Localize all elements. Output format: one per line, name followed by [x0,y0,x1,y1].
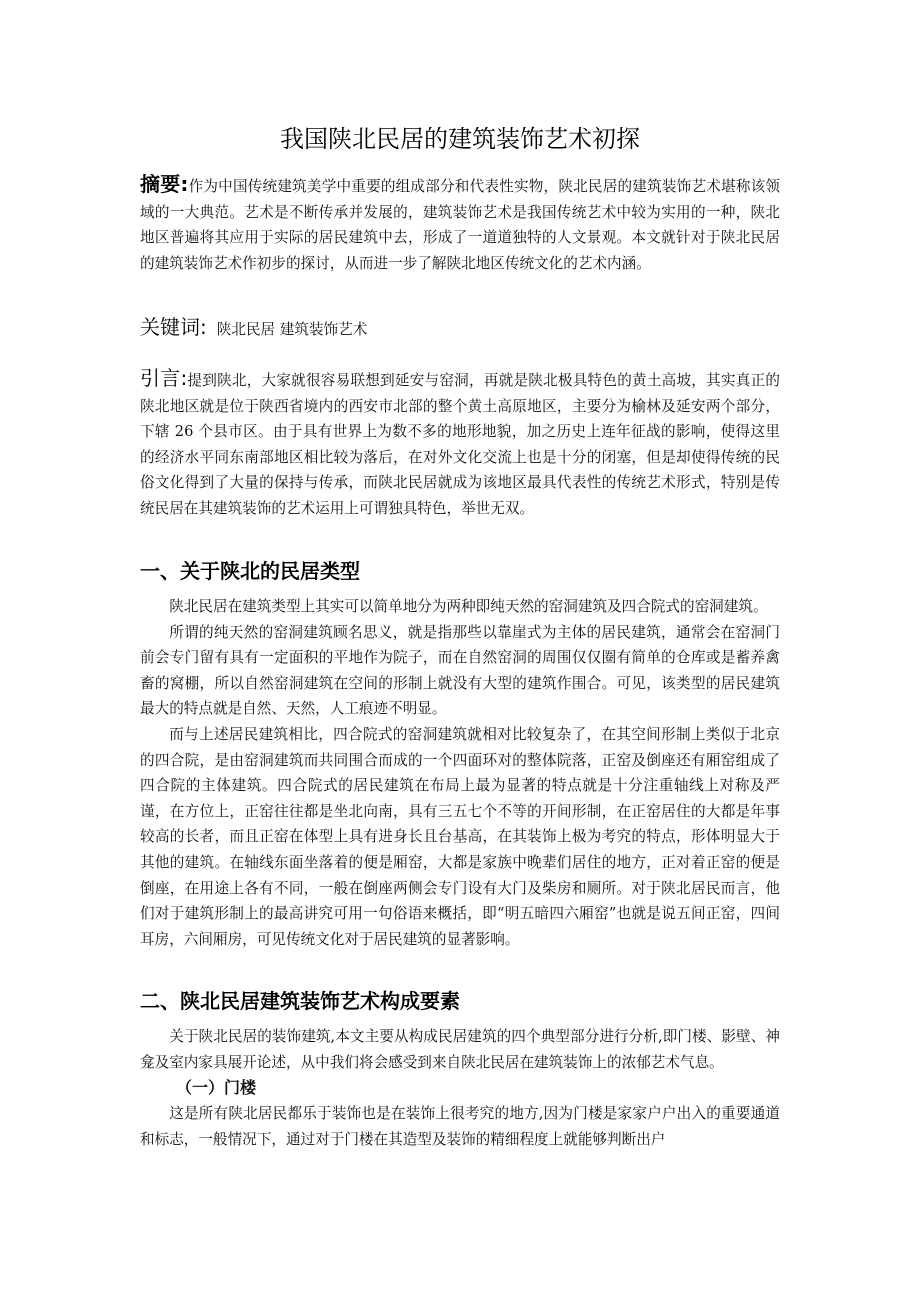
intro-text: 提到陕北，大家就很容易联想到延安与窑洞，再就是陕北极具特色的黄土高坡，其实真正的陕北地区就是位于陕西省境内的西安市北部的整个黄土高原地区，主要分为榆林及延安两个部分，下辖 26 个县市区。由于具有世界上为数不多的地形地貌，加之历史上连年征战的影响，使得这里的经济水平同东南部地区相比较为落后，在对外文化交流上也是十分的闭塞，但是却使得传统的民俗文化得到了大量的保持与传承，而陕北民居就成为该地区最具代表性的传统艺术形式，特别是传统民居在其建筑装饰的艺术运用上可谓独具特色，举世无双。 [140,372,780,517]
section2-paragraph: 关于陕北民居的装饰建筑,本文主要从构成民居建筑的四个典型部分进行分析,即门楼、影壁、神龛及室内家具展开论述，从中我们将会感受到来自陕北民居在建筑装饰上的浓郁艺术气息。 [140,1028,780,1071]
keywords-values: 陕北民居 建筑装饰艺术 [216,321,368,338]
subsection-paragraph: 这是所有陕北居民都乐于装饰也是在装饰上很考究的地方,因为门楼是家家户户出入的重要通道和标志，一般情况下，通过对于门楼在其造型及装饰的精细程度上就能够判断出户 [140,1105,780,1148]
section1-paragraph: 陕北民居在建筑类型上其实可以简单地分为两种即纯天然的窑洞建筑及四合院式的窑洞建筑。 [169,598,768,615]
subsection-heading: （一）门楼 [176,1078,257,1098]
abstract-text: 作为中国传统建筑美学中重要的组成部分和代表性实物，陕北民居的建筑装饰艺术堪称该领域的一大典范。艺术是不断传承并发展的，建筑装饰艺术是我国传统艺术中较为实用的一种，陕北地区普遍将其应用于实际的居民建筑中去，形成了一道道独特的人文景观。本文就针对于陕北民居的建筑装饰艺术作初步的探讨，从而进一步了解陕北地区传统文化的艺术内涵。 [140,178,780,272]
keywords-label: 关键词: [140,315,207,339]
section2-heading: 二、陕北民居建筑装饰艺术构成要素 [140,989,460,1013]
section1-paragraph: 所谓的纯天然的窑洞建筑顾名思义，就是指那些以靠崖式为主体的居民建筑，通常会在窑洞门前会专门留有具有一定面积的平地作为院子，而在自然窑洞的周围仅仅圈有简单的仓库或是蓄养禽畜的窝棚，所以自然窑洞建筑在空间的形制上就没有大型的建筑作围合。可见，该类型的居民建筑最大的特点就是自然、天然，人工痕迹不明显。 [140,623,780,718]
section1-paragraph: 而与上述居民建筑相比，四合院式的窑洞建筑就相对比较复杂了，在其空间形制上类似于北京的四合院，是由窑洞建筑而共同围合而成的一个四面环对的整体院落，正窑及倒座还有厢窑组成了四合院的主体建筑。四合院式的居民建筑在布局上最为显著的特点就是十分注重轴线上对称及严谨，在方位上，正窑往往都是坐北向南，具有三五七个不等的开间形制，在正窑居住的大都是年事较高的长者，而且正窑在体型上具有进身长且台基高，在其装饰上极为考究的特点，形体明显大于其他的建筑。在轴线东面坐落着的便是厢窑，大都是家族中晚辈们居住的地方，正对着正窑的便是倒座，在用途上各有不同，一般在倒座两侧会专门设有大门及柴房和厕所。对于陕北居民而言，他们对于建筑形制上的最高讲究可用一句俗语来概括，即“明五暗四六厢窑”也就是说五间正窑，四间耳房，六间厢房，可见传统文化对于居民建筑的显著影响。 [140,725,780,948]
abstract-block [140,172,780,276]
section1-body [140,594,780,952]
intro-label: 引言: [140,366,188,390]
intro-block [140,366,780,522]
abstract-label: 摘要: [140,172,189,196]
keywords-block [140,315,780,343]
section1-heading: 一、关于陕北的民居类型 [140,559,360,583]
section2-body [140,1024,780,1152]
page-title: 我国陕北民居的建筑装饰艺术初探 [280,125,640,153]
